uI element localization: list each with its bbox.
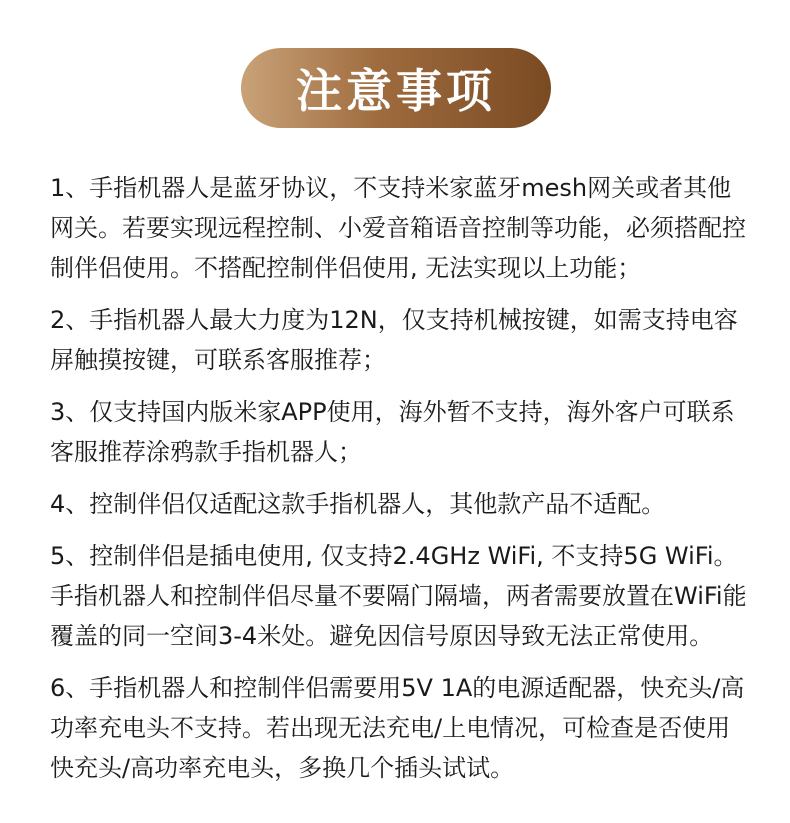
notes-list: [50, 168, 750, 800]
note-item-1: 1、手指机器人是蓝牙协议，不支持米家蓝牙mesh网关或者其他网关。若要实现远程控制、小爱音箱语音控制等功能，必须搭配控制伴侣使用。不搭配控制伴侣使用, 无法实现以上功能；: [50, 174, 746, 282]
note-item-2: 2、手指机器人最大力度为12N，仅支持机械按键，如需支持电容屏触摸按键，可联系客服推荐；: [50, 306, 738, 374]
title-banner: [241, 48, 551, 128]
note-item-5: 5、控制伴侣是插电使用, 仅支持2.4GHz WiFi, 不支持5G WiFi。手指机器人和控制伴侣尽量不要隔门隔墙，两者需要放置在WiFi能覆盖的同一空间3-4米处。避免因信号原因导致无法正常使用。: [50, 542, 747, 650]
page-title: 注意事项: [296, 64, 496, 118]
note-item-6: 6、手指机器人和控制伴侣需要用5V 1A的电源适配器，快充头/高功率充电头不支持。若出现无法充电/上电情况，可检查是否使用快充头/高功率充电头，多换几个插头试试。: [50, 674, 745, 782]
note-item-4: 4、控制伴侣仅适配这款手指机器人，其他款产品不适配。: [50, 490, 666, 518]
note-item-3: 3、仅支持国内版米家APP使用，海外暂不支持，海外客户可联系客服推荐涂鸦款手指机器人；: [50, 398, 735, 466]
